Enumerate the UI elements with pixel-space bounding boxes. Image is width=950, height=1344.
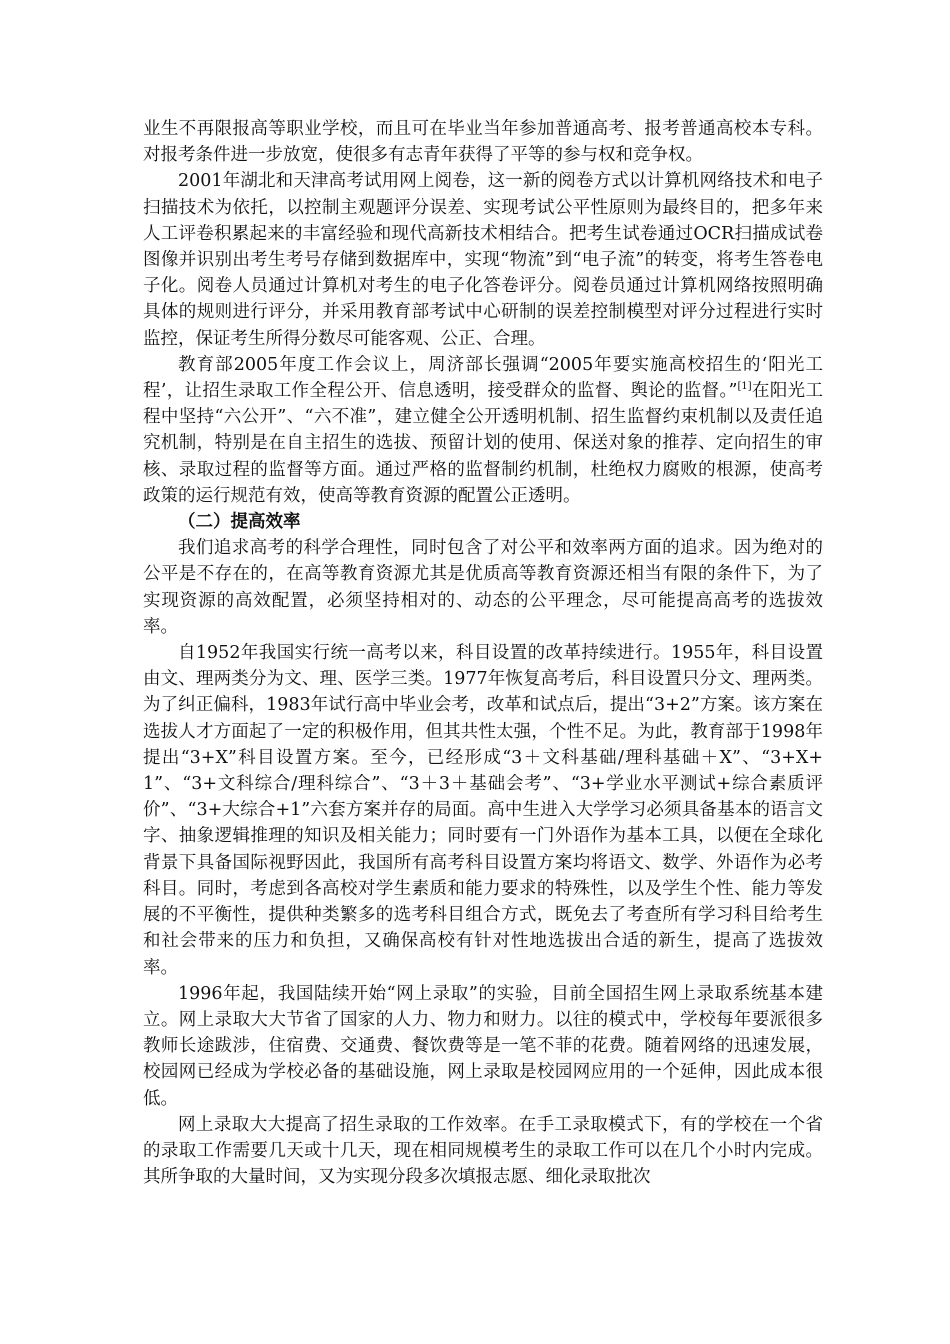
paragraph-efficiency: 我们追求高考的科学合理性，同时包含了对公平和效率两方面的追求。因为绝对的公平是不存在的，在高等教育资源尤其是优质高等教育资源还相当有限的条件下，为了实现资源的高效配置，必须坚持相对的、动态的公平理念，尽可能提高高考的选拔效率。 [143,538,823,637]
citation-ref: [1] [737,381,752,393]
paragraph-sunshine-project [143,352,823,509]
paragraph-online-admission: 1996年起，我国陆续开始“网上录取”的实验，目前全国招生网上录取系统基本建立。网上录取大大节省了国家的人力、物力和财力。以往的模式中，学校每年要派很多教师长途跋涉，住宿费、交通费、餐饮费等是一笔不菲的花费。随着网络的迅速发展，校园网已经成为学校必备的基础设施，网上录取是校园网应用的一个延伸，因此成本很低。 [143,983,823,1109]
paragraph-continued: 业生不再限报高等职业学校，而且可在毕业当年参加普通高考、报考普通高校本专科。对报考条件进一步放宽，使很多有志青年获得了平等的参与权和竞争权。 [143,119,823,166]
paragraph-subject-settings: 自1952年我国实行统一高考以来，科目设置的改革持续进行。1955年，科目设置由文、理两类分为文、理、医学三类。1977年恢复高考后，科目设置只分文、理两类。为了纠正偏科，1983年试行高中毕业会考，改革和试点后，提出“3+2”方案。该方案在选拔人才方面起了一定的积极作用，但其共性太强，个性不足。为此，教育部于1998年提出“3+X”科目设置方案。至今，已经形成“3＋文科基础/理科基础＋X”、“3+X+1”、“3+文科综合/理科综合”、“3＋3＋基础会考”、“3+学业水平测试+综合素质评价”、“3+大综合+1”六套方案并存的局面。高中生进入大学学习必须具备基本的语言文字、抽象逻辑推理的知识及相关能力；同时要有一门外语作为基本工具，以便在全球化背景下具备国际视野因此，我国所有高考科目设置方案均将语文、数学、外语作为必考科目。同时，考虑到各高校对学生素质和能力要求的特殊性，以及学生个性、能力等发展的不平衡性，提供种类繁多的选考科目组合方式，既免去了考查所有学习科目给考生和社会带来的压力和负担，又确保高校有针对性地选拔出合适的新生，提高了选拔效率。 [143,643,823,978]
paragraph-admission-efficiency: 网上录取大大提高了招生录取的工作效率。在手工录取模式下，有的学校在一个省的录取工作需要几天或十几天，现在相同规模考生的录取工作可以在几个小时内完成。其所争取的大量时间，又为实现分段多次填报志愿、细化录取批次 [143,1114,823,1188]
document-page [143,116,823,1190]
paragraph-online-marking: 2001年湖北和天津高考试用网上阅卷，这一新的阅卷方式以计算机网络技术和电子扫描技术为依托，以控制主观题评分误差、实现考试公平性原则为最终目的，把多年来人工评卷积累起来的丰富经验和现代高新技术相结合。把考生试卷通过OCR扫描成试卷图像并识别出考生考号存储到数据库中，实现“物流”到“电子流”的转变，将考生答卷电子化。阅卷人员通过计算机对考生的电子化答卷评分。阅卷员通过计算机网络按照明确具体的规则进行评分，并采用教育部考试中心研制的误差控制模型对评分过程进行实时监控，保证考生所得分数尽可能客观、公正、合理。 [143,171,823,349]
sunshine-text-end: 在阳光工程中坚持“六公开”、“六不准”，建立健全公开透明机制、招生监督约束机制以及责任追究机制，特别是在自主招生的选拔、预留计划的使用、保送对象的推荐、定向招生的审核、录取过程的监督等方面。通过严格的监督制约机制，杜绝权力腐败的根源，使高考政策的运行规范有效，使高等教育资源的配置公正透明。 [143,381,823,506]
sunshine-text-start: 教育部2005年度工作会议上，周济部长强调“2005年要实施高校招生的‘阳光工程’，让招生录取工作全程公开、信息透明，接受群众的监督、舆论的监督。” [143,354,823,402]
section-heading: （二）提高效率 [178,512,301,533]
